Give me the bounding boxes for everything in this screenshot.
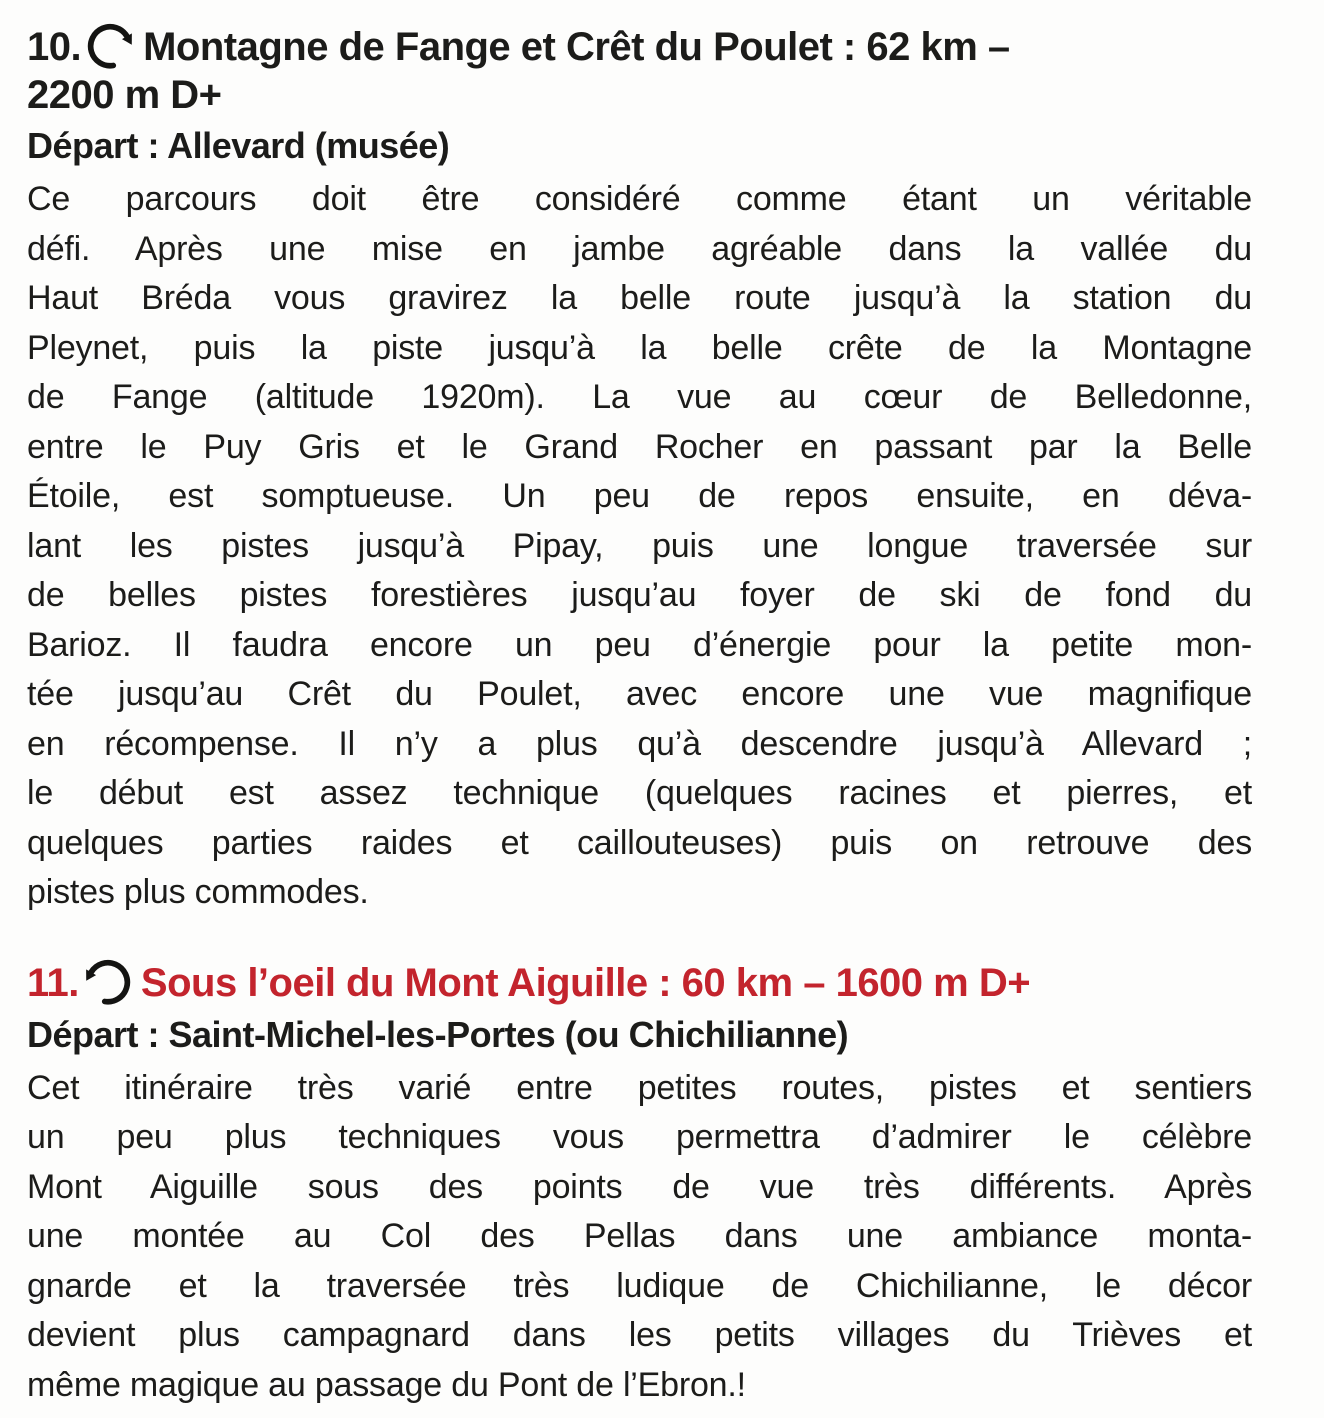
body-line: tée jusqu’au Crêt du Poulet, avec encore une vue magnifique: [27, 675, 1252, 713]
body-line: gnarde et la traversée très ludique de Chichilianne, le décor: [27, 1266, 1252, 1305]
route-body: [27, 1064, 1252, 1411]
route-number: 10.: [27, 25, 82, 69]
route-number: 11.: [27, 960, 79, 1005]
route-section: [27, 20, 1252, 918]
body-line: entre le Puy Gris et le Grand Rocher en passant par la Belle: [27, 427, 1252, 466]
body-line: Étoile, est somptueuse. Un peu de repos ensuite, en déva-: [27, 477, 1252, 515]
counterclockwise-loop-icon: [82, 956, 134, 1008]
route-title-line: Sous l’oeil du Mont Aiguille : 60 km – 1600 m D+: [140, 960, 1031, 1005]
body-line: Ce parcours doit être considéré comme étant un véritable: [27, 180, 1252, 218]
body-line: Barioz. Il faudra encore un peu d’énergie pour la petite mon-: [27, 625, 1252, 664]
body-line: quelques parties raides et caillouteuses) puis on retrouve des: [27, 823, 1252, 862]
body-line: Pleynet, puis la piste jusqu’à la belle crête de la Montagne: [27, 328, 1252, 367]
body-line: Haut Bréda vous gravirez la belle route jusqu’à la station du: [27, 279, 1252, 317]
route-title-text: [141, 961, 1030, 1005]
body-line: de belles pistes forestières jusqu’au foyer de ski de fond du: [27, 576, 1252, 614]
body-line: Cet itinéraire très varié entre petites routes, pistes et sentiers: [27, 1068, 1252, 1107]
route-section: [27, 956, 1252, 1411]
route-depart-line: Départ : Allevard (musée): [27, 125, 450, 166]
body-line: le début est assez technique (quelques racines et pierres, et: [27, 774, 1252, 812]
route-title: [27, 20, 1252, 119]
body-line: devient plus campagnard dans les petits villages du Trièves et: [27, 1316, 1252, 1354]
route-title-text: [27, 25, 1010, 117]
body-line: Mont Aiguille sous des points de vue très différents. Après: [27, 1167, 1252, 1206]
body-line: même magique au passage du Pont de l’Ebron.!: [27, 1365, 746, 1404]
route-title-line: 2200 m D+: [27, 73, 222, 117]
route-title-line: Montagne de Fange et Crêt du Poulet : 62 km –: [143, 25, 1010, 69]
body-line: un peu plus techniques vous permettra d’admirer le célèbre: [27, 1118, 1252, 1156]
route-title: [27, 956, 1252, 1008]
body-line: défi. Après une mise en jambe agréable dans la vallée du: [27, 229, 1252, 268]
route-body: [27, 175, 1252, 918]
body-line: en récompense. Il n’y a plus qu’à descendre jusqu’à Allevard ;: [27, 724, 1252, 763]
body-line: de Fange (altitude 1920m). La vue au cœur de Belledonne,: [27, 378, 1252, 416]
route-depart-line: Départ : Saint-Michel-les-Portes (ou Chichilianne): [27, 1013, 849, 1055]
clockwise-loop-icon: [84, 20, 136, 72]
body-line: pistes plus commodes.: [27, 873, 369, 911]
body-line: lant les pistes jusqu’à Pipay, puis une longue traversée sur: [27, 526, 1252, 565]
body-line: une montée au Col des Pellas dans une ambiance monta-: [27, 1217, 1252, 1255]
